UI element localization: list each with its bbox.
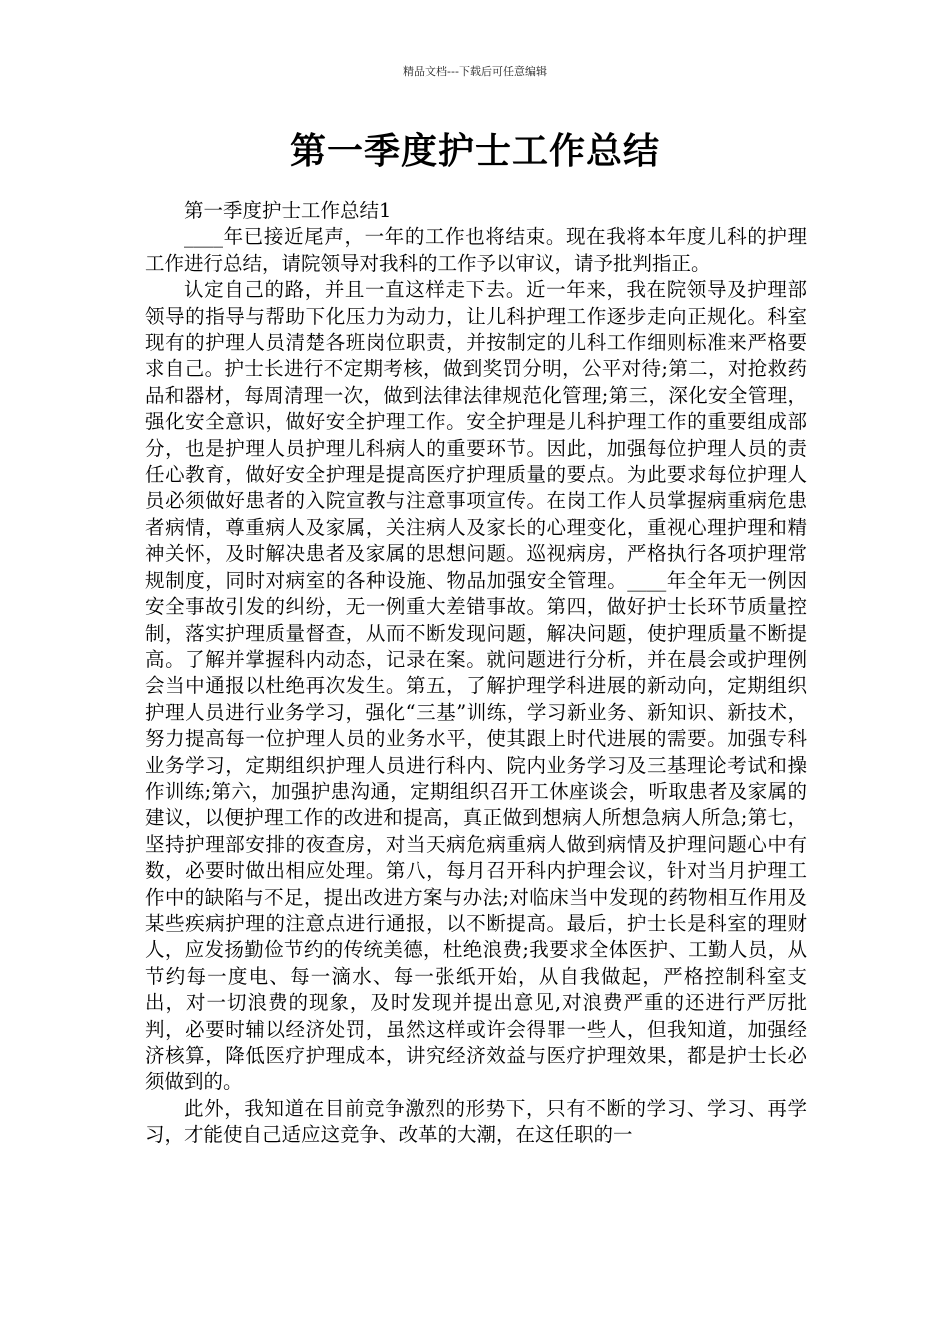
paragraph-3: 此外，我知道在目前竞争激烈的形势下，只有不断的学习、学习、再学习，才能使自己适应这竞争、改革的大潮，在这任职的一	[145, 1096, 807, 1147]
document-subtitle: 第一季度护士工作总结1	[184, 199, 392, 222]
document-title: 第一季度护士工作总结	[289, 131, 660, 172]
paragraph-2: 认定自己的路，并且一直这样走下去。近一年来，我在院领导及护理部领导的指导与帮助下化压力为动力，让儿科护理工作逐步走向正规化。科室现有的护理人员清楚各班岗位职责，并按制定的儿科工作细则标准来严格要求自己。护士长进行不定期考核，做到奖罚分明，公平对待;第二，对抢救药品和器材，每周清理一次，做到法律法律规范化管理;第三，深化安全管理，强化安全意识，做好安全护理工作。安全护理是儿科护理工作的重要组成部分，也是护理人员护理儿科病人的重要环节。因此，加强每位护理人员的责任心教育，做好安全护理是提高医疗护理质量的要点。为此要求每位护理人员必须做好患者的入院宣教与注意事项宣传。在岗工作人员掌握病重病危患者病情，尊重病人及家属，关注病人及家长的心理变化，重视心理护理和精神关怀，及时解决患者及家属的思想问题。巡视病房，严格执行各项护理常规制度，同时对病室的各种设施、物品加强安全管理。____年全年无一例因安全事故引发的纠纷，无一例重大差错事故。第四，做好护士长环节质量控制，落实护理质量督查，从而不断发现问题，解决问题，使护理质量不断提高。了解并掌握科内动态，记录在案。就问题进行分析，并在晨会或护理例会当中通报以杜绝再次发生。第五，了解护理学科进展的新动向，定期组织护理人员进行业务学习，强化“三基”训练，学习新业务、新知识、新技术，努力提高每一位护理人员的业务水平，使其跟上时代进展的需要。加强专科业务学习，定期组织护理人员进行科内、院内业务学习及三基理论考试和操作训练;第六，加强护患沟通，定期组织召开工休座谈会，听取患者及家属的建议，以便护理工作的改进和提高，真正做到想病人所想急病人所急;第七，坚持护理部安排的夜查房，对当天病危病重病人做到病情及护理问题心中有数，必要时做出相应处理。第八，每月召开科内护理会议，针对当月护理工作中的缺陷与不足，提出改进方案与办法;对临床当中发现的药物相互作用及某些疾病护理的注意点进行通报，以不断提高。最后，护士长是科室的理财人，应发扬勤俭节约的传统美德，杜绝浪费;我要求全体医护、工勤人员，从节约每一度电、每一滴水、每一张纸开始，从自我做起，严格控制科室支出，对一切浪费的现象，及时发现并提出意见,对浪费严重的还进行严厉批判，必要时辅以经济处罚，虽然这样或许会得罪一些人，但我知道，加强经济核算，降低医疗护理成本，讲究经济效益与医疗护理效果，都是护士长必须做到的。	[145, 278, 807, 1094]
header-note: 精品文档---下载后可任意编辑	[403, 65, 547, 78]
document-body	[145, 198, 807, 1149]
paragraph-1: ____年已接近尾声，一年的工作也将结束。现在我将本年度儿科的护理工作进行总结，请院领导对我科的工作予以审议，请予批判指正。	[145, 225, 807, 275]
